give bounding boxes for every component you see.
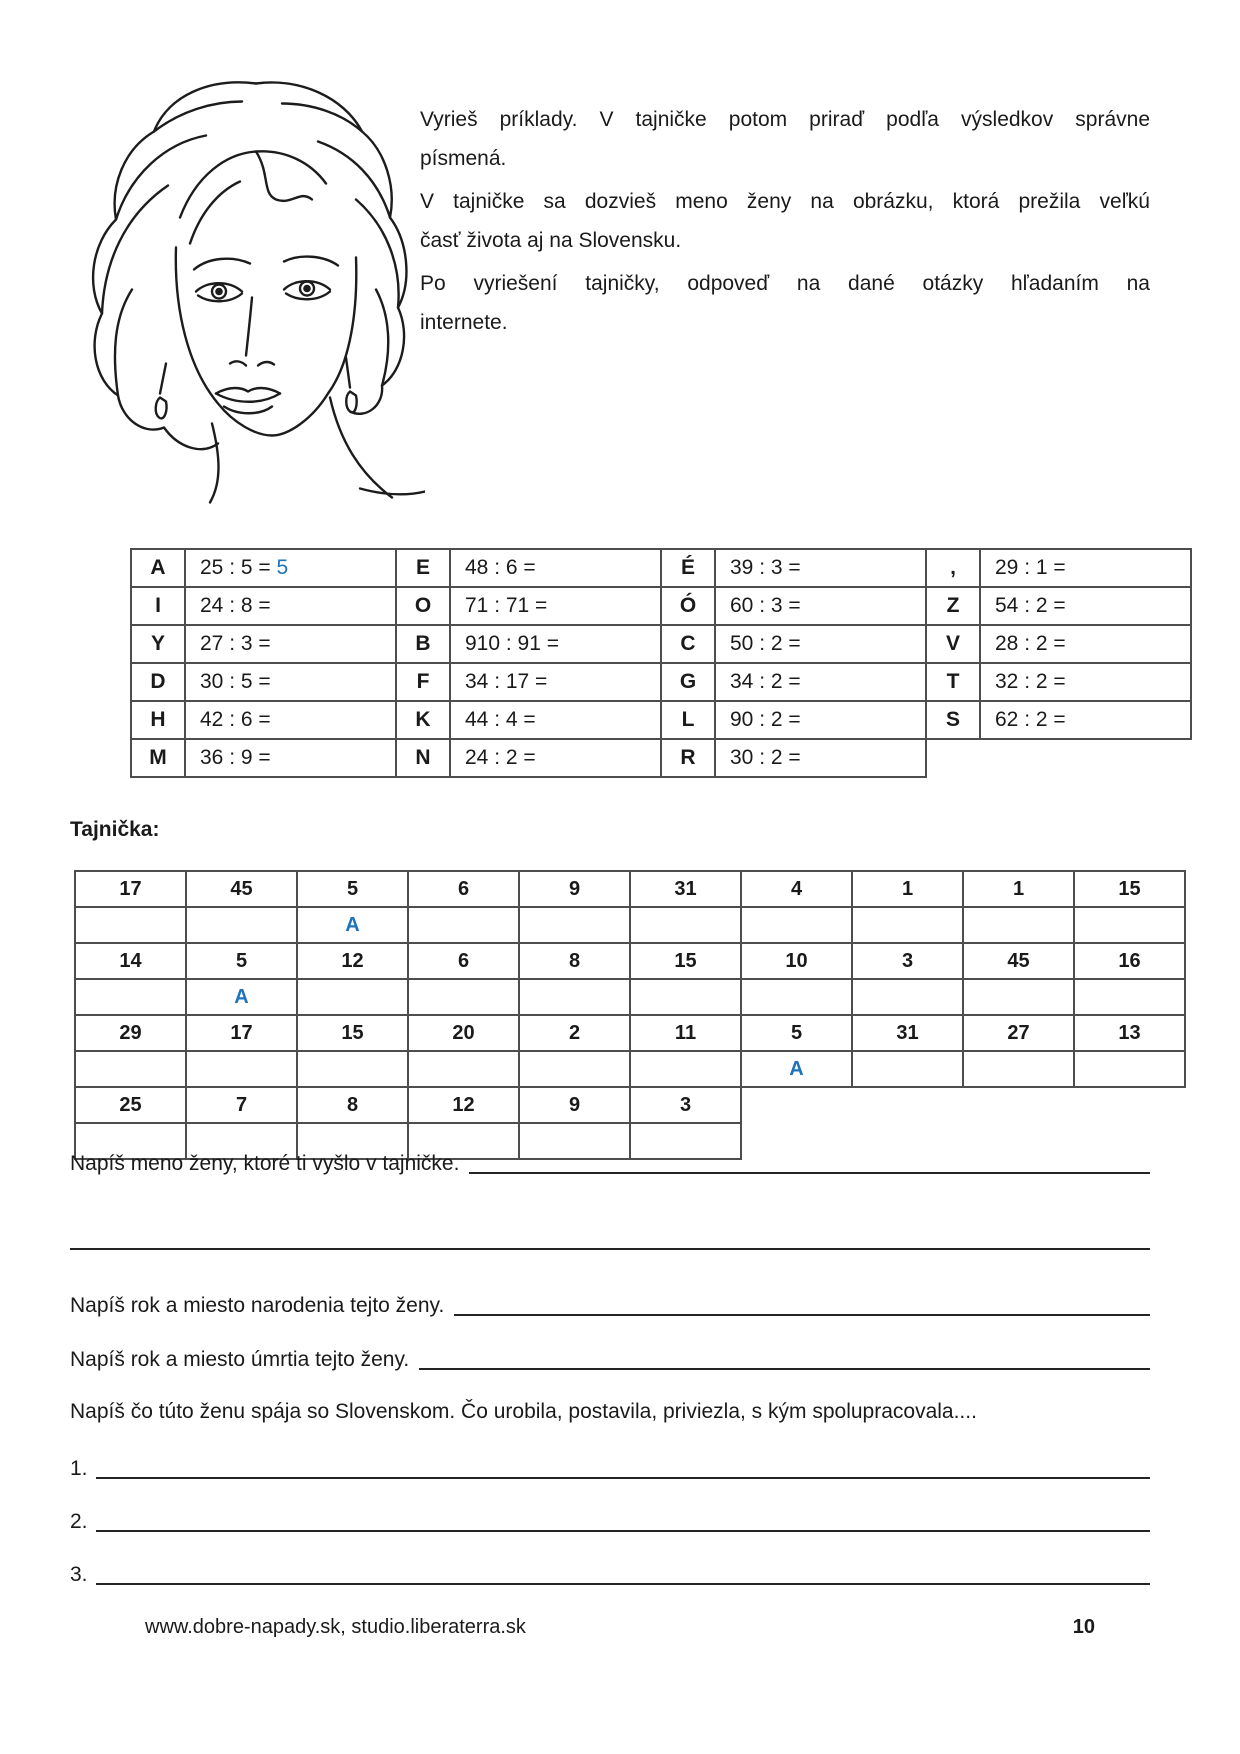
equation-table — [131, 549, 1191, 777]
equation-table-wrap — [130, 548, 1192, 778]
answer-blank-line — [96, 1581, 1150, 1585]
equation-row — [131, 663, 1191, 701]
letter-cell: V — [926, 625, 980, 663]
number-cell: 31 — [630, 871, 741, 907]
answer-cell — [519, 979, 630, 1015]
equation-cell: 910 : 91 = — [450, 625, 661, 663]
answer-cell: A — [186, 979, 297, 1015]
tajnicka-heading: Tajnička: — [70, 818, 160, 841]
question-name-row — [70, 1150, 1150, 1178]
instruction-paragraph — [420, 182, 1150, 260]
letter-cell: Z — [926, 587, 980, 625]
answer-cell — [519, 1051, 630, 1087]
item-number: 3. — [70, 1563, 88, 1586]
number-cell: 9 — [519, 1087, 630, 1123]
number-cell: 5 — [297, 871, 408, 907]
answer-cell — [297, 1051, 408, 1087]
numbered-answer-row — [70, 1561, 1150, 1589]
grid-number-row — [75, 1087, 1185, 1123]
question-slovakia-label: Napíš čo túto ženu spája so Slovenskom. Čo urobila, postavila, priviezla, s kým spolupracovala.... — [70, 1400, 977, 1423]
number-cell: 9 — [519, 871, 630, 907]
number-cell: 15 — [630, 943, 741, 979]
tajnicka-grid — [75, 871, 1185, 1159]
equation-cell: 29 : 1 = — [980, 549, 1191, 587]
numbered-answer-row — [70, 1455, 1150, 1483]
letter-cell: É — [661, 549, 715, 587]
answer-cell — [1074, 907, 1185, 943]
number-cell: 27 — [963, 1015, 1074, 1051]
answer-cell — [741, 907, 852, 943]
answer-cell — [75, 1051, 186, 1087]
answer-cell — [963, 1051, 1074, 1087]
answer-cell — [852, 907, 963, 943]
instruction-line: časť života aj na Slovensku. — [420, 229, 682, 252]
number-cell: 3 — [630, 1087, 741, 1123]
number-cell: 17 — [75, 871, 186, 907]
answer-cell — [408, 979, 519, 1015]
empty-region — [926, 739, 1191, 777]
letter-cell: M — [131, 739, 185, 777]
answer-cell — [963, 907, 1074, 943]
answer-cell: A — [741, 1051, 852, 1087]
answer-cell — [408, 907, 519, 943]
equation-cell: 32 : 2 = — [980, 663, 1191, 701]
equation-cell: 62 : 2 = — [980, 701, 1191, 739]
equation-cell: 36 : 9 = — [185, 739, 396, 777]
number-cell: 8 — [519, 943, 630, 979]
question-name-label: Napíš meno ženy, ktoré ti vyšlo v tajničke. — [70, 1152, 460, 1175]
answer-cell — [630, 1051, 741, 1087]
numbered-answer-row — [70, 1508, 1150, 1536]
equation-cell: 54 : 2 = — [980, 587, 1191, 625]
equation-cell: 39 : 3 = — [715, 549, 926, 587]
number-cell: 7 — [186, 1087, 297, 1123]
answer-cell — [1074, 1051, 1185, 1087]
grid-answer-row — [75, 1051, 1185, 1087]
page-number: 10 — [1072, 1616, 1095, 1638]
answer-blank-line — [96, 1475, 1150, 1479]
number-cell: 6 — [408, 943, 519, 979]
instruction-line: V tajničke sa dozvieš meno ženy na obrázku, ktorá prežila veľkú — [420, 190, 1150, 213]
letter-cell: H — [131, 701, 185, 739]
number-cell: 12 — [297, 943, 408, 979]
number-cell: 1 — [963, 871, 1074, 907]
number-cell: 10 — [741, 943, 852, 979]
number-cell: 31 — [852, 1015, 963, 1051]
question-death-row — [70, 1346, 1150, 1374]
instruction-line: Vyrieš príklady. V tajničke potom priraď podľa výsledkov správne — [420, 108, 1150, 131]
answer-cell — [186, 907, 297, 943]
letter-cell: R — [661, 739, 715, 777]
equation-row — [131, 587, 1191, 625]
number-cell: 29 — [75, 1015, 186, 1051]
answer-cell — [519, 907, 630, 943]
item-number: 2. — [70, 1510, 88, 1533]
question-birth-label: Napíš rok a miesto narodenia tejto ženy. — [70, 1294, 445, 1317]
letter-cell: G — [661, 663, 715, 701]
woman-portrait-illustration — [60, 55, 425, 505]
answer-cell — [852, 979, 963, 1015]
grid-answer-row — [75, 979, 1185, 1015]
answer-blank-line — [469, 1170, 1150, 1174]
letter-cell: T — [926, 663, 980, 701]
number-cell: 4 — [741, 871, 852, 907]
question-death-label: Napíš rok a miesto úmrtia tejto ženy. — [70, 1348, 410, 1371]
equation-cell: 30 : 5 = — [185, 663, 396, 701]
letter-cell: E — [396, 549, 450, 587]
number-cell: 15 — [297, 1015, 408, 1051]
letter-cell: O — [396, 587, 450, 625]
answer-blank-line — [419, 1366, 1150, 1370]
instruction-paragraph — [420, 264, 1150, 342]
answer-cell — [1074, 979, 1185, 1015]
equation-cell: 28 : 2 = — [980, 625, 1191, 663]
equation-row — [131, 549, 1191, 587]
number-cell: 14 — [75, 943, 186, 979]
number-cell: 2 — [519, 1015, 630, 1051]
letter-cell: A — [131, 549, 185, 587]
letter-cell: K — [396, 701, 450, 739]
grid-number-row — [75, 1015, 1185, 1051]
number-cell: 5 — [741, 1015, 852, 1051]
instructions — [420, 100, 1150, 346]
answer-cell — [630, 907, 741, 943]
number-cell: 16 — [1074, 943, 1185, 979]
number-cell: 3 — [852, 943, 963, 979]
number-cell: 45 — [186, 871, 297, 907]
number-cell: 12 — [408, 1087, 519, 1123]
answer-cell — [408, 1051, 519, 1087]
instruction-paragraph — [420, 100, 1150, 178]
equation-cell: 42 : 6 = — [185, 701, 396, 739]
letter-cell: , — [926, 549, 980, 587]
footer-websites: www.dobre-napady.sk, studio.liberaterra.sk — [145, 1616, 526, 1638]
equation-cell: 50 : 2 = — [715, 625, 926, 663]
answer-cell: A — [297, 907, 408, 943]
answer-cell — [852, 1051, 963, 1087]
number-cell: 25 — [75, 1087, 186, 1123]
tajnicka-grid-wrap — [74, 870, 1186, 1160]
answer-blank-line — [454, 1312, 1150, 1316]
number-cell: 1 — [852, 871, 963, 907]
answer-blank-line — [96, 1528, 1150, 1532]
number-cell: 5 — [186, 943, 297, 979]
answer-cell — [963, 979, 1074, 1015]
grid-number-row — [75, 943, 1185, 979]
number-cell: 45 — [963, 943, 1074, 979]
answer-cell — [630, 979, 741, 1015]
letter-cell: N — [396, 739, 450, 777]
equation-row — [131, 701, 1191, 739]
equation-cell: 48 : 6 = — [450, 549, 661, 587]
empty-region — [741, 1087, 1185, 1123]
item-number: 1. — [70, 1457, 88, 1480]
letter-cell: Ó — [661, 587, 715, 625]
letter-cell: Y — [131, 625, 185, 663]
grid-number-row — [75, 871, 1185, 907]
page-footer — [145, 1616, 1095, 1639]
equation-cell: 24 : 8 = — [185, 587, 396, 625]
letter-cell: F — [396, 663, 450, 701]
equation-cell: 60 : 3 = — [715, 587, 926, 625]
number-cell: 13 — [1074, 1015, 1185, 1051]
instruction-line: písmená. — [420, 147, 507, 170]
answer-cell — [186, 1051, 297, 1087]
number-cell: 8 — [297, 1087, 408, 1123]
grid-answer-row — [75, 907, 1185, 943]
equation-cell: 27 : 3 = — [185, 625, 396, 663]
number-cell: 11 — [630, 1015, 741, 1051]
equation-cell: 34 : 17 = — [450, 663, 661, 701]
equation-row — [131, 625, 1191, 663]
number-cell: 15 — [1074, 871, 1185, 907]
handwritten-answer: 5 — [276, 556, 289, 579]
equation-cell: 90 : 2 = — [715, 701, 926, 739]
letter-cell: C — [661, 625, 715, 663]
answer-blank-line-full — [70, 1232, 1150, 1250]
equation-cell: 25 : 5 = 5 — [185, 549, 396, 587]
answer-cell — [75, 979, 186, 1015]
equation-cell: 24 : 2 = — [450, 739, 661, 777]
answer-cell — [297, 979, 408, 1015]
number-cell: 17 — [186, 1015, 297, 1051]
equation-cell: 71 : 71 = — [450, 587, 661, 625]
answer-cell — [75, 907, 186, 943]
letter-cell: D — [131, 663, 185, 701]
equation-cell: 30 : 2 = — [715, 739, 926, 777]
question-birth-row — [70, 1292, 1150, 1320]
letter-cell: I — [131, 587, 185, 625]
letter-cell: L — [661, 701, 715, 739]
letter-cell: S — [926, 701, 980, 739]
answer-cell — [741, 979, 852, 1015]
number-cell: 6 — [408, 871, 519, 907]
letter-cell: B — [396, 625, 450, 663]
instruction-line: internete. — [420, 311, 508, 334]
equation-row — [131, 739, 1191, 777]
instruction-line: Po vyriešení tajničky, odpoveď na dané otázky hľadaním na — [420, 272, 1150, 295]
number-cell: 20 — [408, 1015, 519, 1051]
equation-cell: 44 : 4 = — [450, 701, 661, 739]
equation-cell: 34 : 2 = — [715, 663, 926, 701]
